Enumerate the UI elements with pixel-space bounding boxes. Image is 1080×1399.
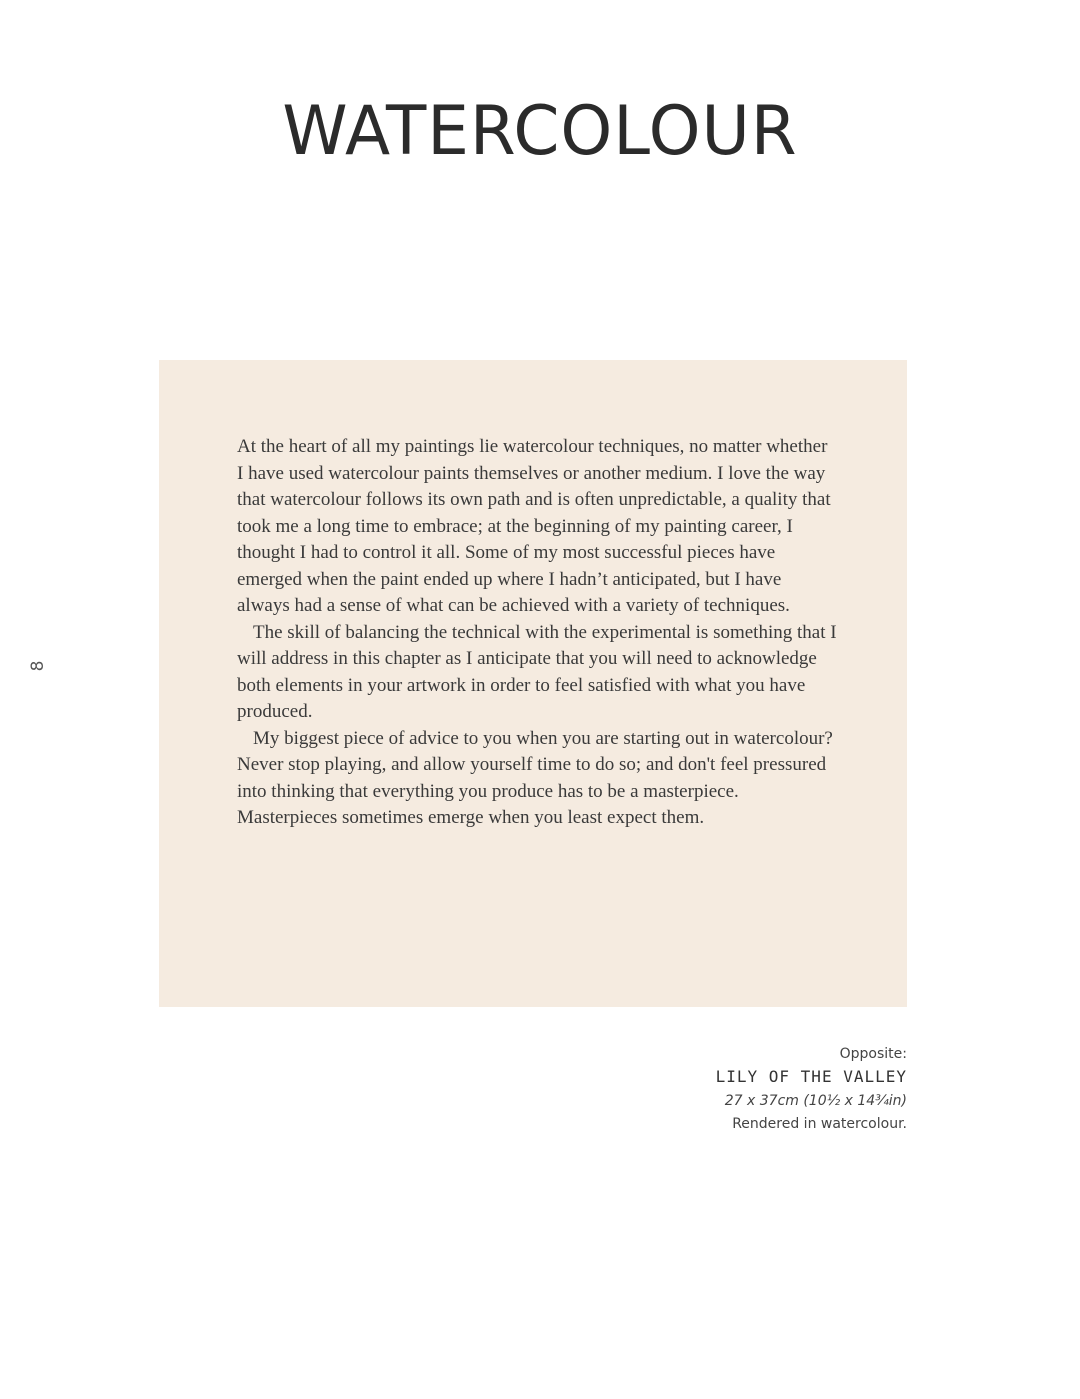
intro-text-panel (159, 360, 907, 1007)
paragraph-1: At the heart of all my paintings lie watercolour techniques, no matter whether I have used watercolour paints themselves or another medium. I love the way that watercolour follows its own path and is often unpredictable, a quality that took me a long time to embrace; at the beginning of my painting career, I thought I had to control it all. Some of my most successful pieces have emerged when the paint ended up where I hadn’t anticipated, but I have always had a sense of what can be achieved with a variety of techniques. (237, 436, 831, 616)
caption-label: Opposite: (839, 1046, 907, 1062)
body-text (237, 434, 837, 832)
artwork-title: LILY OF THE VALLEY (715, 1067, 907, 1086)
artwork-dimensions: 27 x 37cm (10½ x 14¾in) (724, 1093, 907, 1109)
page-number: 8 (28, 660, 48, 672)
artwork-caption (547, 1044, 907, 1136)
artwork-medium: Rendered in watercolour. (732, 1116, 907, 1132)
paragraph-2: The skill of balancing the technical with the experimental is something that I will address in this chapter as I anticipate that you will need to acknowledge both elements in your artwork in order to feel satisfied with what you have produced. (237, 621, 837, 722)
page-title: WATERCOLOUR (282, 92, 798, 171)
paragraph-3: My biggest piece of advice to you when you are starting out in watercolour? Never stop playing, and allow yourself time to do so; and don't feel pressured into thinking that everything you produce has to be a masterpiece. Masterpieces sometimes emerge when you least expect them. (237, 727, 833, 828)
